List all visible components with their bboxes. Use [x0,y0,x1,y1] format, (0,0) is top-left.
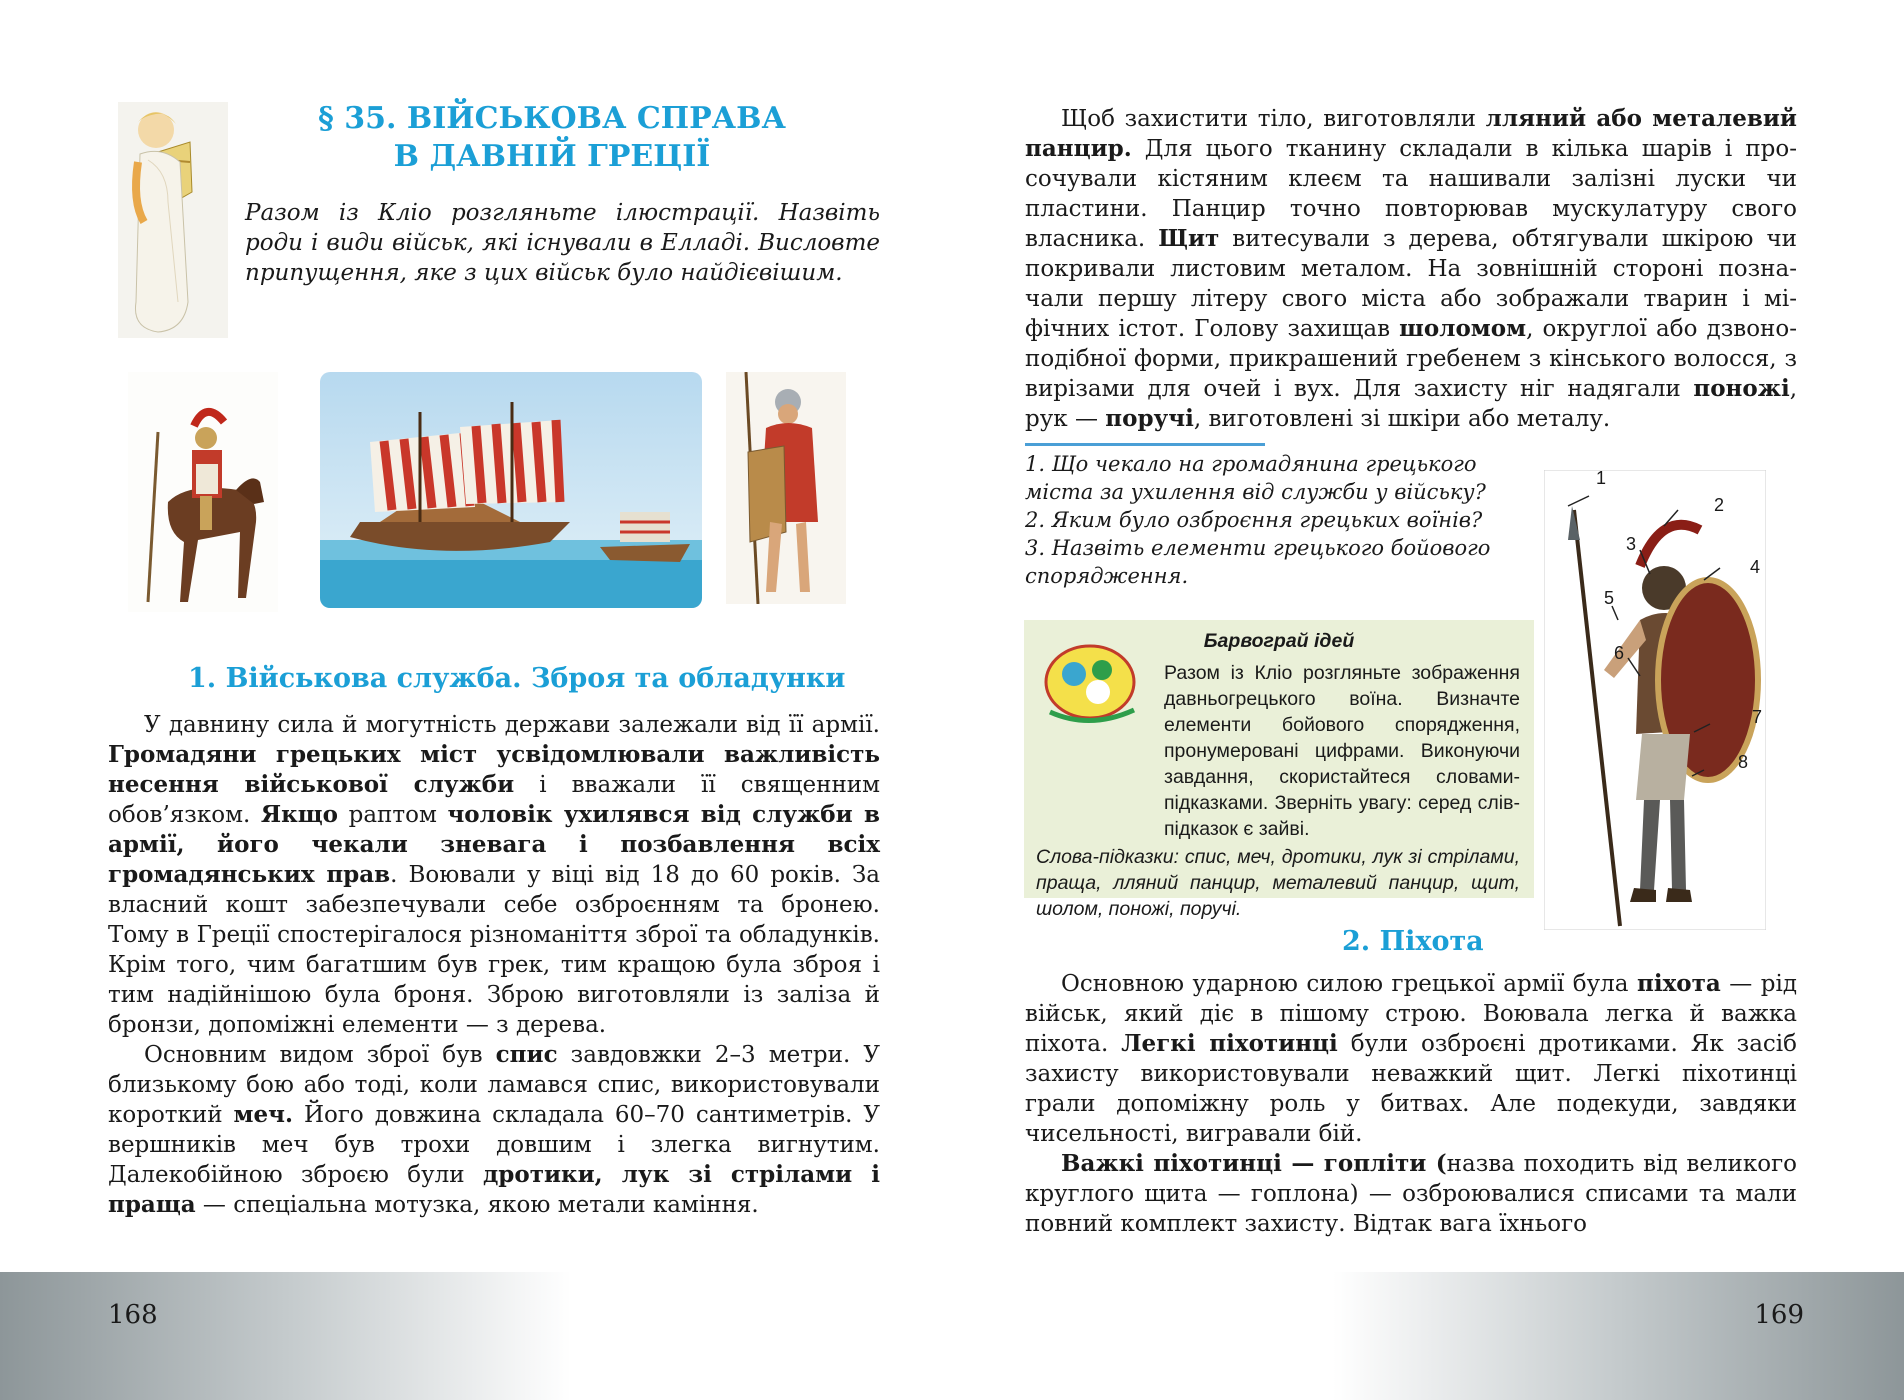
section-2-heading: 2. Піхота [1342,926,1484,957]
intro-task: Разом із Кліо розгляньте ілюстрації. Назвіть роди і види військ, які існували в Елладі. Висловте припущення, яке з цих військ було найдієвішим. [245,200,880,286]
callout-7: 7 [1752,707,1763,727]
text-run: Щоб захистити тіло, виготовляли [1061,106,1486,132]
text-run: були озброєні дротиками. Як засіб захисту використовували неважкий щит. Легкі піхотинці грали допоміжну роль у битвах. Але подекуди, завдяки чисельності, вигравали бій. [1025,1031,1798,1147]
paragraph [1025,969,1797,1149]
paragraph [108,710,880,1040]
clio-muse-illustration [118,102,228,338]
greek-ships-illustration [320,372,702,608]
bold-text: чоловік ухилявся від служби в армії, його чекали зневага і позбавлення всіх громадянських прав [108,801,880,888]
bold-text: меч. [233,1101,293,1128]
section-1-body [108,710,880,1220]
ideas-box-text [1036,660,1520,922]
bold-text: Громадяни грецьких міст усвідомлювали важливість несення військової служби [108,741,880,798]
text-run: Основною ударною силою грецької армії була [1061,971,1637,997]
bold-text: дротики, лук зі стрілами і праща [108,1161,880,1218]
bold-text: поручі [1105,405,1194,432]
callout-5: 5 [1604,588,1615,608]
ideas-box [1024,620,1534,920]
callout-8: 8 [1738,752,1749,772]
ideas-box-title: Барвограй ідей [1203,630,1355,652]
text-run: , рук — [1025,376,1797,432]
callout-1: 1 [1596,468,1607,488]
bold-text: шоломом [1399,315,1527,342]
chapter-title [312,100,792,176]
bold-text: поножі [1693,375,1790,402]
section-1-heading: 1. Військова служба. Зброя та обладунки [188,663,846,694]
bold-text: лляний або металевий панцир. [1025,105,1797,162]
bold-text: спис [495,1041,558,1068]
bold-text: Легкі піхотинці [1121,1030,1338,1057]
horseman-illustration [128,372,278,612]
paragraph [108,1040,880,1220]
footer-bar-right [952,1272,1904,1400]
text-run: Для цього тканину складали в кілька шарів і просочували кістяним клеєм та нашивали залізні луски чи пластини. Панцир точно повторював мускулатуру свого власника. [1025,136,1797,252]
callout-4: 4 [1750,557,1761,577]
infantry-warrior-illustration [726,372,846,604]
text-run: — рід військ, який діє в пішому строю. Воювала легка й важка піхота. [1025,971,1797,1057]
questions-rule [1025,443,1265,446]
callout-3: 3 [1626,534,1637,554]
text-run: витесували з дерева, обтягували шкірою чи покривали листовим металом. На зовнішній стороні позначали першу літеру свого міста або зображали тварин і міфічних істот. Голову захищав [1025,226,1797,342]
text-run: Його довжина складала 60–70 сантиметрів. У вершників меч був трохи довшим і злегка вигнутим. Далекобійною зброєю були [108,1102,880,1188]
bold-text: Якщо [260,801,339,828]
paragraph [1025,104,1797,434]
page-number-left: 168 [108,1300,158,1330]
text-run: завдовжки 2–3 метри. У близькому бою або тоді, коли ламався спис, використовували короткий [108,1042,881,1128]
ideas-box-hints: Слова-підказки: спис, меч, дротики, лук зі стрілами, праща, лляний панцир, металевий панцир, щит, шолом, поножі, поручі. [1036,846,1520,920]
bold-text: піхота [1637,970,1721,997]
page-number-right: 169 [1754,1300,1804,1330]
callout-2: 2 [1714,495,1725,515]
text-run: Основним видом зброї був [144,1042,496,1068]
footer-bar-left [0,1272,952,1400]
text-run: назва походить від великого круглого щита — гоплона) — озброювалися списами та мали повний комплект захисту. Відтак вага їхнього [1025,1151,1798,1237]
ideas-box-task: Разом із Кліо розгляньте зображення давньогрецького воїна. Визначте елементи бойового спорядження, пронумеровані цифрами. Виконуючи завдання, скористайтеся словами-підказками. Зверніть увагу: серед слів-підказок є зайві. [1164,662,1520,840]
text-run: , округлої або дзвоноподібної форми, прикрашений гребенем з кінського волосся, з вирізами для очей і вух. Для захисту ніг надягали [1025,316,1797,402]
text-run: , виготовлені зі шкіри або металу. [1193,406,1611,432]
text-run: У давнину сила й могутність держави залежали від її армії. [144,712,880,738]
armor-paragraph [1025,104,1797,434]
review-questions [1025,450,1515,590]
question-item: 3. Назвіть елементи грецького бойового спорядження. [1025,536,1491,588]
question-item: 2. Яким було озброєння грецьких воїнів? [1025,508,1483,532]
text-run: і вважали її священним обов’язком. [108,772,880,828]
section-2-body [1025,969,1797,1239]
paragraph [1025,1149,1797,1239]
text-run: . Воювали у віці від 18 до 60 років. За власний кошт забезпечували себе озброєнням та бронею. Тому в Греції спостерігалося різноманіття зброї та обладунків. Крім того, чим багатшим був грек, тим кращою була зброя і тим надійнішою була броня. Зброю виготовляли із заліза й бронзи, допоміжні елементи — з дерева. [108,862,880,1038]
text-run: — спеціальна мотузка, якою метали каміння. [195,1192,759,1218]
hoplite-illustration [1544,470,1766,930]
chapter-title-line1: § 35. ВІЙСЬКОВА СПРАВА [318,101,786,136]
text-run: раптом [338,802,448,828]
callout-6: 6 [1614,643,1625,663]
question-item: 1. Що чекало на громадянина грецького міста за ухилення від служби у війську? [1025,452,1486,504]
bold-text: Щит [1158,225,1220,252]
bold-text: Важкі піхотинці — гопліти ( [1061,1150,1447,1177]
chapter-title-line2: В ДАВНІЙ ГРЕЦІЇ [393,139,711,174]
